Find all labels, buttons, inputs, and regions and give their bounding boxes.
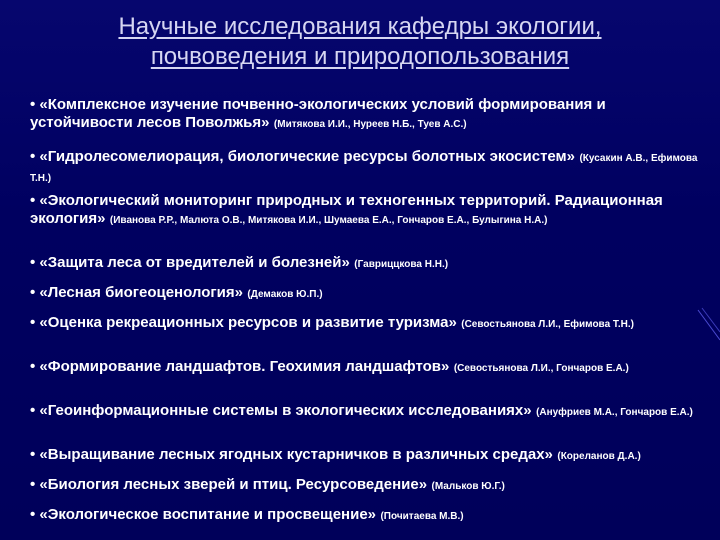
topic-authors: (Гавриццкова Н.Н.) (354, 259, 449, 270)
list-item (30, 446, 698, 466)
list-item (30, 192, 698, 230)
topic-title: • «Экологический мониторинг природных и техногенных территорий. Радиационная экология» (30, 192, 663, 227)
topic-title: • «Защита леса от вредителей и болезней» (30, 254, 350, 271)
topic-authors: (Мальков Ю.Г.) (431, 481, 505, 492)
topic-authors: (Севостьянова Л.И., Ефимова Т.Н.) (461, 319, 635, 330)
decorative-lines (696, 300, 720, 390)
list-item (30, 254, 698, 274)
topic-title: • «Оценка рекреационных ресурсов и развитие туризма» (30, 314, 457, 331)
topic-authors: (Кусакин А.В., Ефимова Т.Н.) (30, 153, 698, 184)
topic-authors: (Иванова Р.Р., Малюта О.В., Митякова И.И., Шумаева Е.А., Гончаров Е.А., Булыгина Н.А.) (109, 215, 548, 226)
topic-authors: (Демаков Ю.П.) (247, 289, 323, 300)
topic-authors: (Почитаева М.В.) (380, 511, 464, 522)
topic-authors: (Кореланов Д.А.) (557, 451, 641, 462)
title-line-1: Научные исследования кафедры экологии, (118, 13, 602, 40)
topic-authors: (Севостьянова Л.И., Гончаров Е.А.) (453, 363, 629, 374)
list-item (30, 148, 698, 188)
topic-authors: (Митякова И.И., Нуреев Н.Б., Туев А.С.) (273, 119, 467, 130)
list-item (30, 476, 698, 496)
list-item (30, 358, 698, 378)
slide-title (40, 12, 680, 72)
topic-title: • «Геоинформационные системы в экологических исследованиях» (30, 402, 532, 419)
topic-title: • «Лесная биогеоценология» (30, 284, 243, 301)
topic-title: • «Биология лесных зверей и птиц. Ресурсоведение» (30, 476, 428, 493)
list-item (30, 284, 698, 304)
topic-title: • «Гидролесомелиорация, биологические ресурсы болотных экосистем» (30, 148, 575, 165)
topic-title: • «Комплексное изучение почвенно-экологических условий формирования и устойчивости лесов Поволжья» (30, 96, 606, 131)
topic-title: • «Выращивание лесных ягодных кустарничков в различных средах» (30, 446, 553, 463)
list-item (30, 402, 698, 422)
topic-authors: (Ануфриев М.А., Гончаров Е.А.) (536, 407, 693, 418)
list-item (30, 96, 698, 134)
title-line-2: почвоведения и природопользования (150, 43, 570, 70)
topic-title: • «Экологическое воспитание и просвещение» (30, 506, 377, 523)
list-item (30, 506, 698, 526)
topic-title: • «Формирование ландшафтов. Геохимия ландшафтов» (30, 358, 450, 375)
list-item (30, 314, 698, 334)
